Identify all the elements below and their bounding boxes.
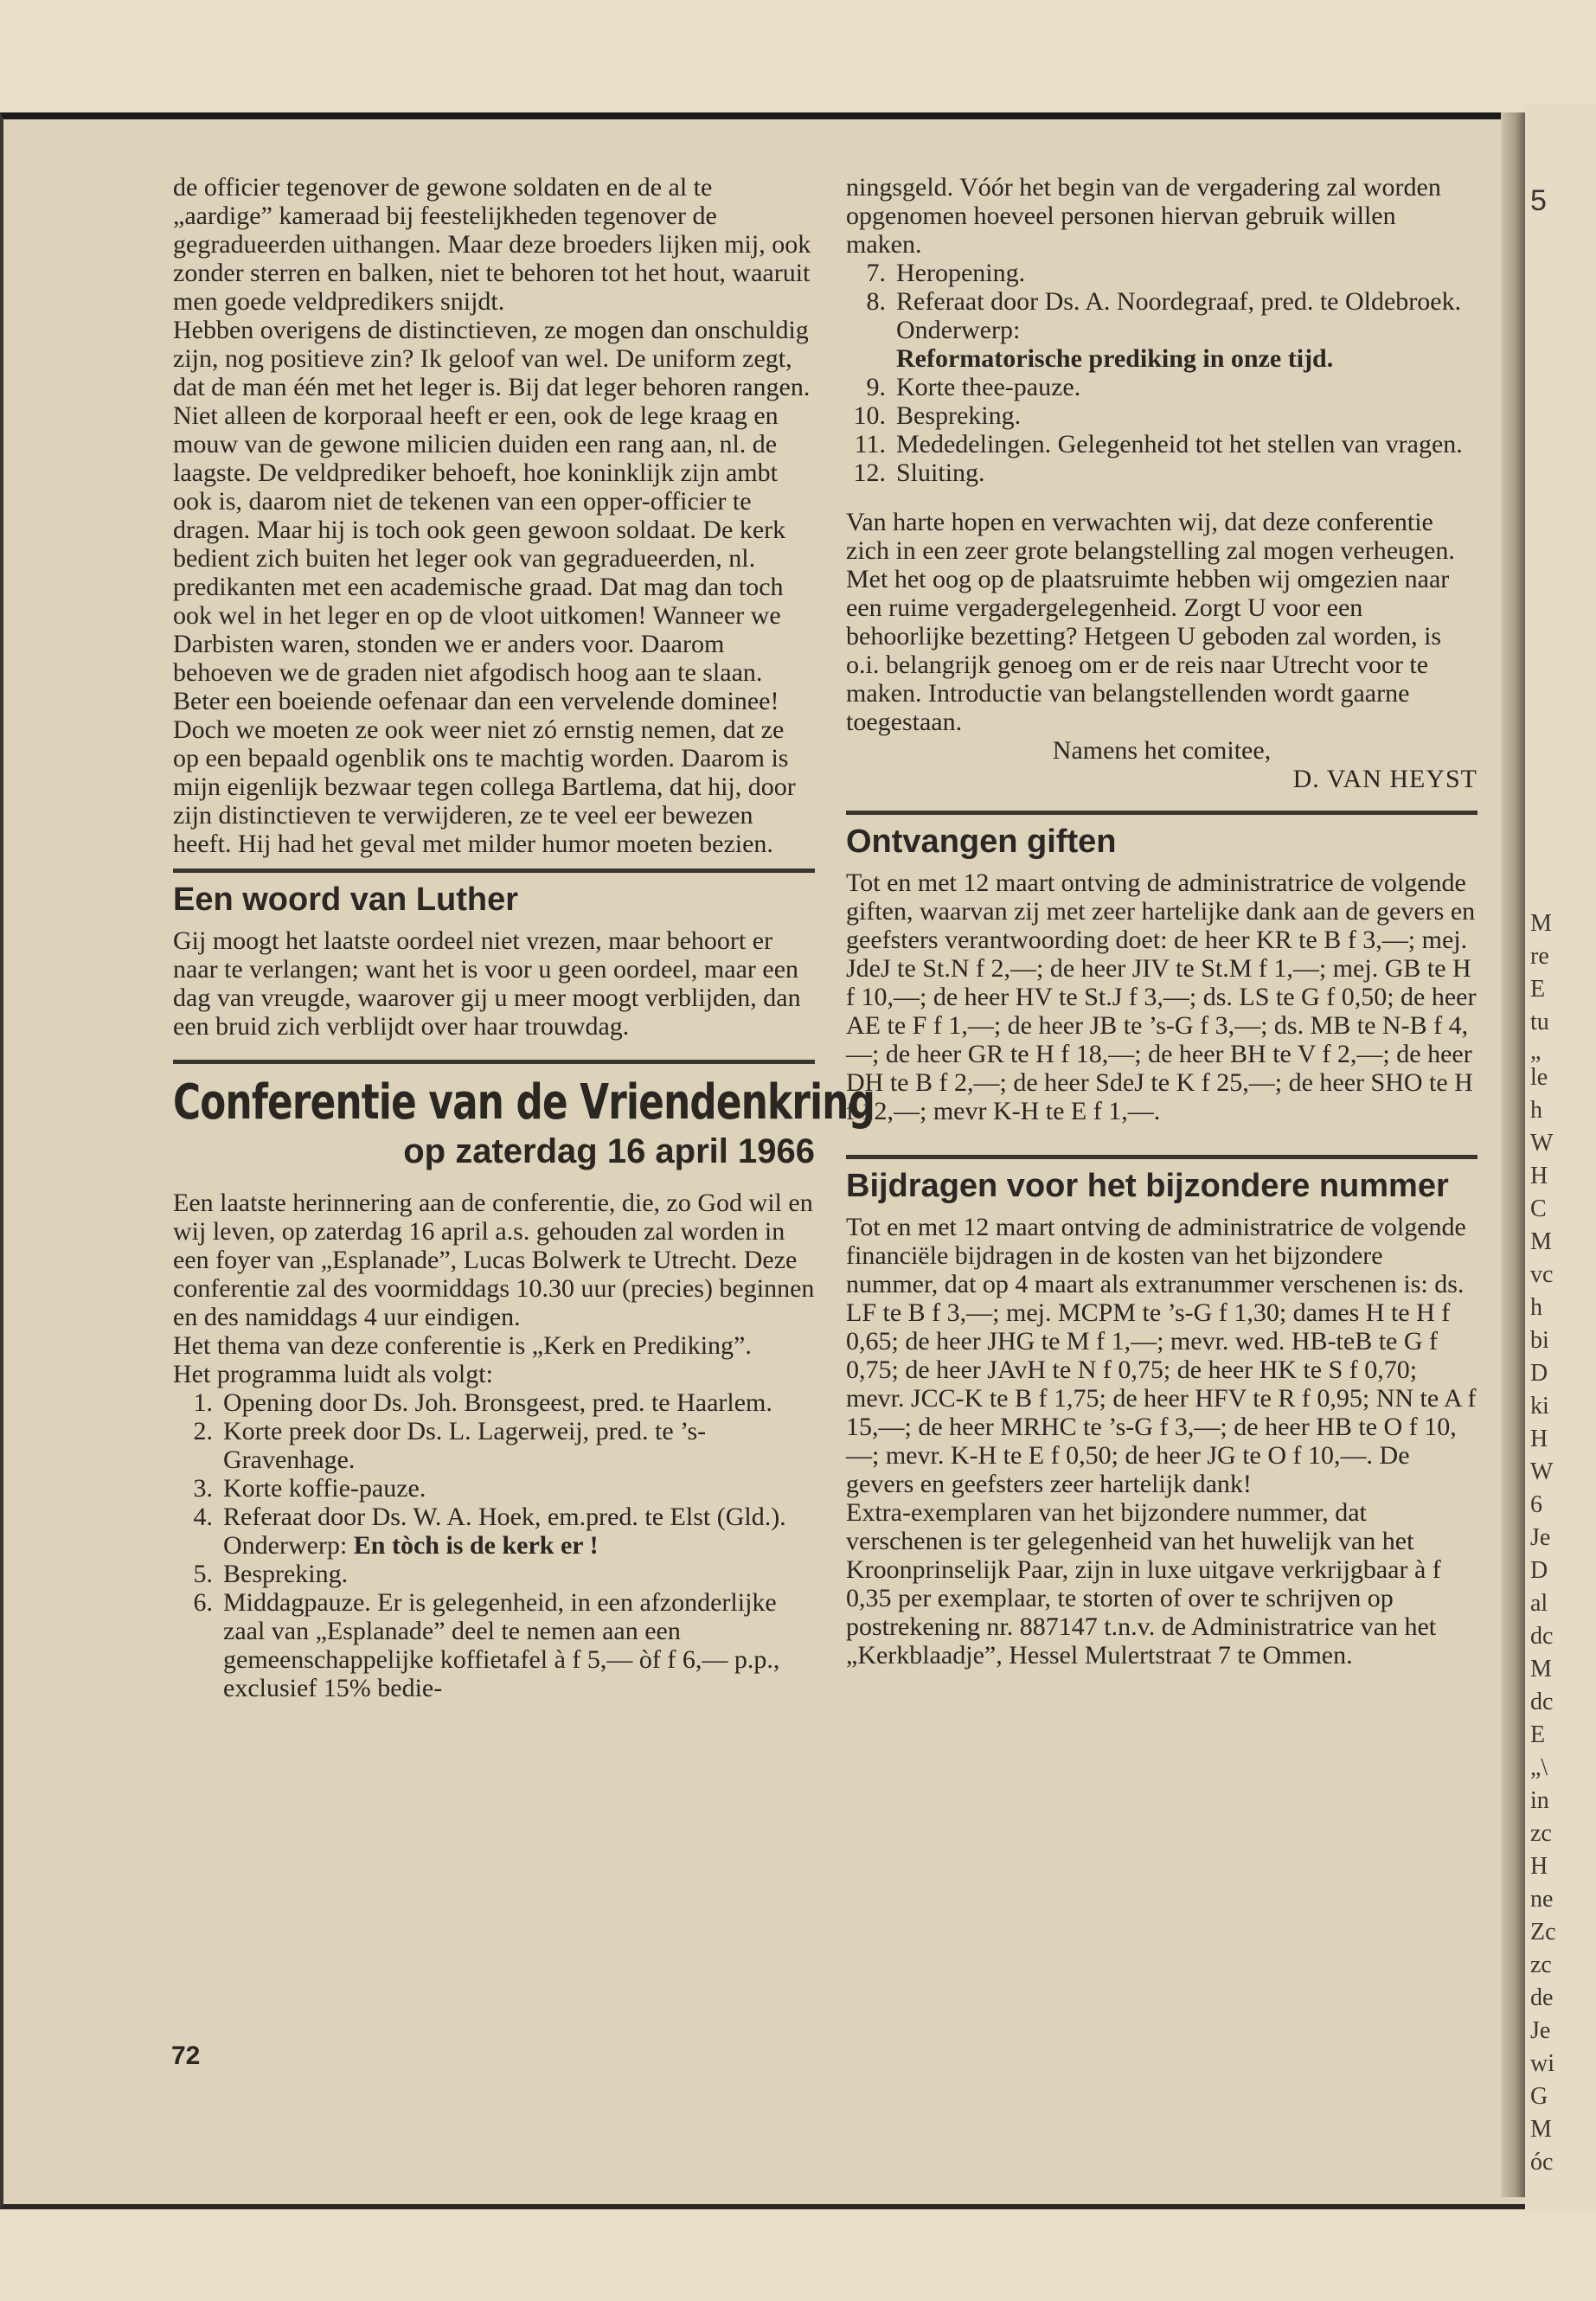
next-page-fragment: in xyxy=(1530,1787,1549,1814)
next-page-edge xyxy=(1525,104,1596,2214)
program-item: 3. Korte koffie-pauze. xyxy=(193,1474,426,1503)
right-column xyxy=(846,173,1477,1670)
next-page-fragment: dc xyxy=(1530,1623,1554,1650)
program-subject: En tòch is de kerk er ! xyxy=(353,1531,599,1560)
next-page-fragment: W xyxy=(1530,1458,1554,1485)
program-item: 5. Bespreking. xyxy=(193,1560,349,1588)
program-item: 12. Sluiting. xyxy=(853,458,985,487)
next-page-fragment: D xyxy=(1530,1557,1548,1584)
next-page-fragment: E xyxy=(1530,976,1546,1003)
conference-theme: Het thema van deze conferentie is „Kerk en Prediking”. xyxy=(173,1331,752,1360)
next-page-fragment: „ xyxy=(1530,1038,1542,1065)
next-page-fragment: óc xyxy=(1530,2149,1554,2176)
next-page-fragment: Je xyxy=(1530,2017,1551,2044)
next-page-fragment: H xyxy=(1530,1426,1548,1452)
next-page-fragment: zc xyxy=(1530,1952,1552,1978)
program-item: 2. Korte preek door Ds. L. Lagerweij, pred. te ’s-Gravenhage. xyxy=(193,1417,707,1474)
program-item: 10. Bespreking. xyxy=(853,401,1022,430)
signoff: Namens het comitee, xyxy=(1052,736,1272,765)
next-page-fragment: re xyxy=(1530,943,1549,970)
article-paragraph: de officier tegenover de gewone soldaten en de al te „aardige” kameraad bij feestelijkheden tegenover de gegradueerden uithangen. Maar deze broeders lijken mij, ook zonder sterren en balken, niet te behoren tot het hout, waaruit men goede veldpredikers snijdt. xyxy=(173,173,811,316)
next-page-fragment: tu xyxy=(1530,1009,1549,1035)
section-divider xyxy=(173,1060,815,1064)
next-page-fragment: Zc xyxy=(1530,1919,1556,1945)
program-intro: Het programma luidt als volgt: xyxy=(173,1360,493,1388)
conference-intro: Een laatste herinnering aan de conferentie, die, zo God wil en wij leven, op zaterdag 16 april a.s. gehouden zal worden in een foyer van „Esplanade”, Lucas Bolwerk te Utrecht. Deze conferentie zal des voormiddags 10.30 uur (precies) beginnen en des namiddags 4 uur eindigen. xyxy=(173,1189,815,1331)
section-divider xyxy=(846,1155,1477,1159)
next-page-fragment: G xyxy=(1530,2083,1548,2110)
program-item: 9. Korte thee-pauze. xyxy=(866,373,1081,401)
program-item: 6. Middagpauze. Er is gelegenheid, in een afzonderlijke zaal van „Esplanade” deel te nemen aan een gemeenschappelijke koffietafel à f 5,— òf f 6,— p.p., exclusief 15% bedie- xyxy=(193,1588,780,1702)
next-page-fragment: M xyxy=(1530,1656,1552,1682)
next-page-fragment: zc xyxy=(1530,1820,1552,1847)
next-page-fragment: ne xyxy=(1530,1886,1554,1913)
program-list-continued xyxy=(846,259,1477,487)
article-paragraph: Hebben overigens de distinctieven, ze mogen dan onschuldig zijn, nog positieve zin? Ik geloof van wel. De uniform zegt, dat de man één met het leger is. Bij dat leger behoren rangen. Niet alleen de korporaal heeft er een, ook de lege kraag en mouw van de gewone milicien duiden een rang aan, nl. de laagste. De veldprediker behoeft, hoe koninklijk zijn ambt ook is, daarom niet de tekenen van een opper-officier te dragen. Maar hij is toch ook geen gewoon soldaat. De kerk bedient zich buiten het leger ook van gegradueerden, nl. predikanten met een academische graad. Dat mag dan toch ook wel in het leger en op de vloot uitkomen! Wanneer we Darbisten waren, stonden we er anders voor. Daarom behoeven we de graden niet afgodisch hoog aan te slaan. Beter een boeiende oefenaar dan een vervelende dominee! Doch we moeten ze ook weer niet zó ernstig nemen, dat ze op een bepaald ogenblik ons te machtig worden. Daarom is mijn eigenlijk bezwaar tegen collega Bartlema, dat hij, door zijn distinctieven te verwijderen, ze te veel eer bewezen heeft. Hij had het geval met milder humor moeten bezien. xyxy=(173,316,811,858)
program-subject: Reformatorische prediking in onze tijd. xyxy=(896,344,1334,373)
next-page-fragment: Je xyxy=(1530,1524,1551,1551)
next-page-fragment: H xyxy=(1530,1853,1548,1880)
next-page-fragment: E xyxy=(1530,1721,1546,1748)
next-page-fragment: M xyxy=(1530,1228,1552,1255)
next-page-fragment: h xyxy=(1530,1097,1542,1124)
next-page-fragment: al xyxy=(1530,1590,1548,1617)
section-divider xyxy=(846,811,1477,815)
program-item: 4. Referaat door Ds. W. A. Hoek, em.pred. te Elst (Gld.). Onderwerp: En tòch is de kerk er ! xyxy=(193,1503,786,1560)
next-page-fragment: vc xyxy=(1530,1261,1554,1288)
next-page-fragment: bi xyxy=(1530,1327,1549,1354)
page-number: 72 xyxy=(171,2041,201,2070)
closing-paragraph: Van harte hopen en verwachten wij, dat deze conferentie zich in een zeer grote belangstelling zal mogen verheugen. Met het oog op de plaatsruimte hebben wij omgezien naar een ruime vergadergelegenheid. Zorgt U voor een behoorlijke bezetting? Hetgeen U geboden zal worden, is o.i. belangrijk genoeg om er de reis naar Utrecht voor te maken. Introductie van belangstellenden wordt gaarne toegestaan. xyxy=(846,508,1455,736)
next-page-fragment: le xyxy=(1530,1064,1548,1091)
next-page-fragment: „\ xyxy=(1530,1754,1548,1781)
program-item: 1. Opening door Ds. Joh. Bronsgeest, pred. te Haarlem. xyxy=(193,1388,772,1417)
next-page-fragment: H xyxy=(1530,1163,1548,1189)
next-page-fragment: wi xyxy=(1530,2050,1554,2077)
next-page-fragment: C xyxy=(1530,1195,1547,1222)
program-continuation: ningsgeld. Vóór het begin van de vergadering zal worden opgenomen hoeveel personen hiervan gebruik willen maken. xyxy=(846,173,1441,259)
program-item: 8. Referaat door Ds. A. Noordegraaf, pred. te Oldebroek. Onderwerp: Reformatorische prediking in onze tijd. xyxy=(866,287,1462,373)
next-page-fragment: M xyxy=(1530,2116,1552,2143)
program-list xyxy=(173,1388,815,1702)
next-page-fragment: D xyxy=(1530,1360,1548,1387)
next-page-fragment: 6 xyxy=(1530,1491,1542,1518)
left-column xyxy=(173,173,875,1702)
next-page-fragment: ki xyxy=(1530,1393,1549,1420)
contributions-paragraph: Tot en met 12 maart ontving de administratrice de volgende financiële bijdragen in de kosten van het bijzondere nummer, dat op 4 maart als extranummer verschenen is: ds. LF te B f 3,—; mej. MCPM te ’s-G f 1,30; dames H te H f 0,65; de heer JHG te M f 1,—; mevr. wed. HB-teB te G f 0,75; de heer JAvH te N f 0,75; de heer HK te S f 0,70; mevr. JCC-K te B f 1,75; de heer HFV te R f 0,95; NN te A f 15,—; de heer MRHC te ’s-G f 3,—; de heer HB te O f 10,—; mevr. K-H te E f 0,50; de heer JG te O f 10,—. De gevers en geefsters zeer hartelijk dank! xyxy=(846,1213,1477,1498)
program-item: 7. Heropening. xyxy=(866,259,1026,287)
gifts-heading: Ontvangen giften xyxy=(846,824,1117,860)
page-edge-shadow xyxy=(1501,112,1525,2197)
gifts-paragraph: Tot en met 12 maart ontving de administratrice de volgende giften, waarvan zij met zeer hartelijke dank aan de gevers en geefsters verantwoording doet: de heer KR te B f 3,—; mej. JdeJ te St.N f 2,—; de heer JIV te St.M f 1,—; mej. GB te H f 10,—; de heer HV te St.J f 3,—; ds. LS te G f 0,50; de heer AE te F f 1,—; de heer JB te ’s-G f 3,—; ds. MB te N-B f 4,—; de heer GR te H f 18,—; de heer BH te V f 2,—; de heer DH te B f 2,—; de heer SdeJ te K f 25,—; de heer SHO te H f 12,—; mevr K-H te E f 1,—. xyxy=(846,868,1477,1125)
program-item: 11. Mededelingen. Gelegenheid tot het stellen van vragen. xyxy=(854,430,1463,458)
next-page-fragment: h xyxy=(1530,1294,1542,1321)
luther-heading: Een woord van Luther xyxy=(173,881,519,918)
section-divider xyxy=(173,868,815,873)
conference-date: op zaterdag 16 april 1966 xyxy=(403,1132,815,1170)
extra-copies-paragraph: Extra-exemplaren van het bijzondere nummer, dat verschenen is ter gelegenheid van het huwelijk van het Kroonprinselijk Paar, zijn in luxe uitgave verkrijgbaar à f 0,35 per exemplaar, te storten of over te schrijven op postrekening nr. 887147 t.n.v. de Administratrice van het „Kerkblaadje”, Hessel Mulertstraat 7 te Ommen. xyxy=(846,1498,1441,1670)
next-page-fragment: M xyxy=(1530,910,1552,937)
next-page-fragment: 5 xyxy=(1530,184,1547,217)
contributions-heading: Bijdragen voor het bijzondere nummer xyxy=(846,1168,1449,1204)
next-page-fragment: dc xyxy=(1530,1689,1554,1715)
signer-name: D. VAN HEYST xyxy=(1292,765,1477,793)
conference-heading: Conferentie van de Vriendenkring xyxy=(173,1074,875,1131)
luther-quote: Gij moogt het laatste oordeel niet vrezen, maar behoort er naar te verlangen; want het is voor u geen oordeel, maar een dag van vreugde, waarover gij u meer moogt verblijden, dan een bruid zich verblijdt over haar trouwdag. xyxy=(173,926,801,1041)
next-page-fragment: de xyxy=(1530,1984,1554,2011)
next-page-fragment: W xyxy=(1530,1130,1554,1157)
